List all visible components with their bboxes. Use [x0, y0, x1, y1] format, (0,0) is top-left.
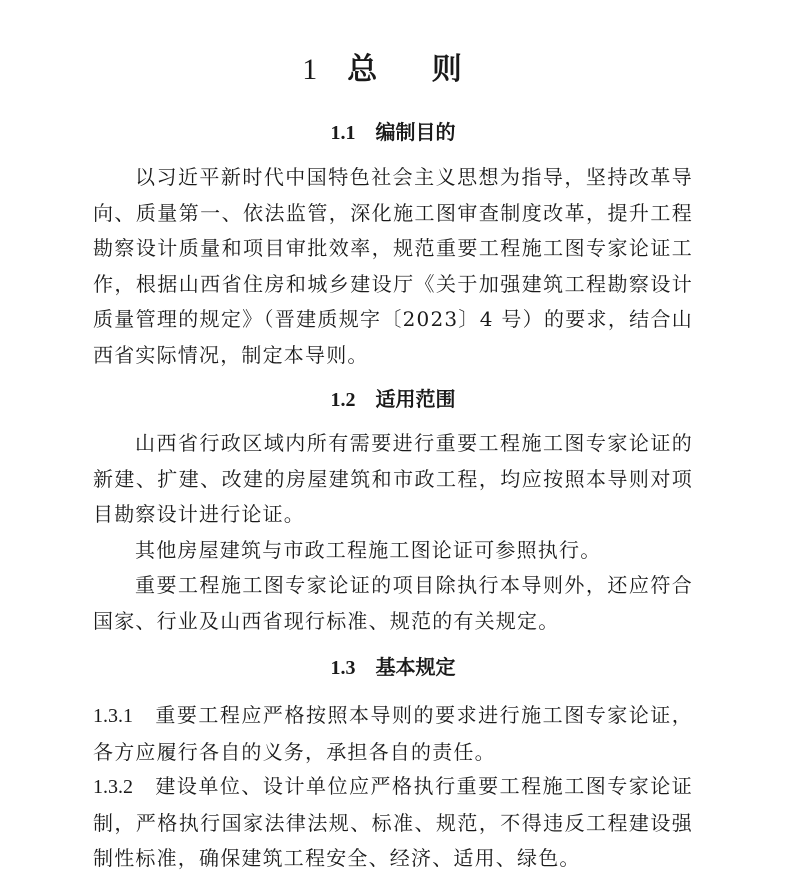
- section-number: 1.1: [330, 122, 356, 144]
- paragraph: 以习近平新时代中国特色社会主义思想为指导，坚持改革导向、质量第一、依法监管，深化施工图审查制度改革，提升工程勘察设计质量和项目审批效率，规范重要工程施工图专家论证工作，根据山西省住房和城乡建设厅《关于加强建筑工程勘察设计质量管理的规定》（晋建质规字〔2023〕4 号）的要求，结合山西省实际情况，制定本导则。: [93, 165, 693, 367]
- clause-1-3-1: [93, 698, 693, 770]
- paragraph: 重要工程施工图专家论证的项目除执行本导则外，还应符合国家、行业及山西省现行标准、规范的有关规定。: [93, 573, 693, 633]
- section-title-text: 基本规定: [375, 655, 456, 679]
- section-number: 1.2: [330, 389, 356, 411]
- clause-number: 1.3.1: [93, 705, 133, 727]
- section-number: 1.3: [330, 657, 356, 679]
- chapter-title: [0, 50, 786, 90]
- section-title-text: 编制目的: [375, 120, 456, 144]
- section-title-1-3: [0, 652, 786, 683]
- clause-text: 重要工程应严格按照本导则的要求进行施工图专家论证，各方应履行各自的义务，承担各自的责任。: [93, 703, 693, 764]
- section-title-text: 适用范围: [375, 387, 456, 411]
- section-title-1-2: [0, 384, 786, 415]
- paragraph: 山西省行政区域内所有需要进行重要工程施工图专家论证的新建、扩建、改建的房屋建筑和市政工程，均应按照本导则对项目勘察设计进行论证。: [93, 431, 693, 526]
- paragraph: 其他房屋建筑与市政工程施工图论证可参照执行。: [135, 538, 602, 562]
- chapter-title-text: 总 则: [347, 52, 484, 87]
- clause-1-3-2: [93, 769, 693, 877]
- clause-text: 建设单位、设计单位应严格执行重要工程施工图专家论证制，严格执行国家法律法规、标准、规范，不得违反工程建设强制性标准，确保建筑工程安全、经济、适用、绿色。: [93, 774, 693, 870]
- chapter-number: 1: [302, 53, 320, 86]
- section-title-1-1: [0, 117, 786, 148]
- clause-number: 1.3.2: [93, 776, 133, 798]
